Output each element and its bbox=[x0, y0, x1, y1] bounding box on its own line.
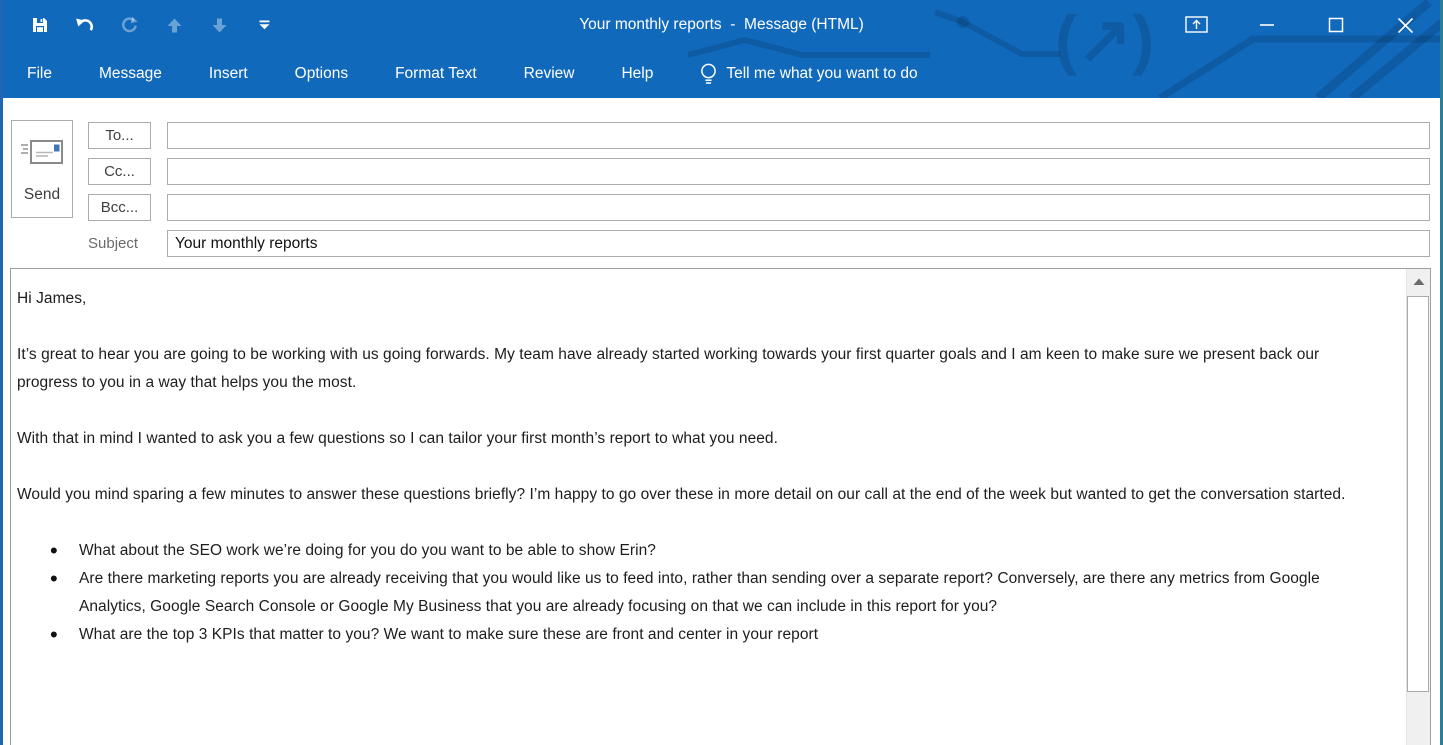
body-bullet-list bbox=[17, 537, 1375, 649]
maximize-button[interactable] bbox=[1313, 0, 1359, 50]
scroll-up-button[interactable] bbox=[1407, 269, 1430, 295]
send-label: Send bbox=[23, 186, 61, 203]
customize-quick-access-icon[interactable] bbox=[255, 16, 274, 35]
tab-help[interactable]: Help bbox=[621, 65, 654, 82]
window-border-left bbox=[0, 0, 3, 745]
subject-label: Subject bbox=[88, 235, 139, 252]
scrollbar-thumb[interactable] bbox=[1407, 296, 1429, 692]
cc-field[interactable] bbox=[167, 158, 1430, 185]
bcc-field[interactable] bbox=[167, 194, 1430, 221]
quick-access-toolbar bbox=[30, 0, 274, 50]
close-icon bbox=[1397, 17, 1414, 34]
tab-format-text[interactable]: Format Text bbox=[395, 65, 477, 82]
tab-file[interactable]: File bbox=[27, 65, 52, 82]
redo-icon[interactable] bbox=[120, 16, 139, 35]
close-button[interactable] bbox=[1382, 0, 1428, 50]
tab-review[interactable]: Review bbox=[523, 65, 575, 82]
body-greeting: Hi James, bbox=[17, 290, 87, 307]
move-up-icon[interactable] bbox=[165, 16, 184, 35]
ribbon-display-options-button[interactable] bbox=[1174, 0, 1220, 50]
ribbon-display-options-icon bbox=[1185, 15, 1209, 35]
envelope-icon bbox=[20, 139, 64, 172]
bcc-button[interactable]: Bcc... bbox=[88, 194, 151, 221]
tell-me-box[interactable] bbox=[700, 62, 917, 87]
tab-insert[interactable]: Insert bbox=[208, 65, 248, 82]
move-down-icon[interactable] bbox=[210, 16, 229, 35]
tab-options[interactable]: Options bbox=[294, 65, 349, 82]
minimize-button[interactable] bbox=[1244, 0, 1290, 50]
ribbon-tabs bbox=[27, 50, 918, 98]
body-paragraph: It’s great to hear you are going to be working with us going forwards. My team have already started working towards your first quarter goals and I am keen to make sure we present back our progress to you in a way that helps you the most. bbox=[17, 346, 1320, 391]
cc-button[interactable]: Cc... bbox=[88, 158, 151, 185]
save-icon[interactable] bbox=[30, 16, 49, 35]
window-title: Your monthly reports - Message (HTML) bbox=[579, 16, 864, 33]
message-body-text bbox=[17, 285, 1375, 649]
scroll-up-arrow-icon bbox=[1413, 278, 1425, 286]
tab-message[interactable]: Message bbox=[98, 65, 162, 82]
minimize-icon bbox=[1259, 17, 1275, 33]
undo-icon[interactable] bbox=[75, 16, 94, 35]
body-scrollbar[interactable] bbox=[1406, 269, 1430, 745]
maximize-icon bbox=[1328, 17, 1344, 33]
bullet-item: • What are the top 3 KPIs that matter to you? We want to make sure these are front and center in your report bbox=[17, 621, 1375, 649]
body-paragraph: With that in mind I wanted to ask you a few questions so I can tailor your first month’s report to what you need. bbox=[17, 430, 778, 447]
lightbulb-icon bbox=[700, 62, 717, 87]
tell-me-label: Tell me what you want to do bbox=[726, 65, 918, 82]
bullet-item: • Are there marketing reports you are already receiving that you would like us to feed into, rather than sending over a separate report? Conversely, are there any metrics from Google Analytics, Google Search Console or Google My Business that you are already focusing on that we can include in this report for you? bbox=[17, 565, 1375, 621]
message-body-editor[interactable] bbox=[10, 268, 1431, 745]
to-button[interactable]: To... bbox=[88, 122, 151, 149]
body-paragraph: Would you mind sparing a few minutes to answer these questions briefly? I’m happy to go over these in more detail on our call at the end of the week but wanted to get the conversation started. bbox=[17, 486, 1346, 503]
bullet-item: • What about the SEO work we’re doing for you do you want to be able to show Erin? bbox=[17, 537, 1375, 565]
subject-field[interactable] bbox=[167, 230, 1430, 257]
to-field[interactable] bbox=[167, 122, 1430, 149]
send-button[interactable] bbox=[11, 120, 73, 218]
